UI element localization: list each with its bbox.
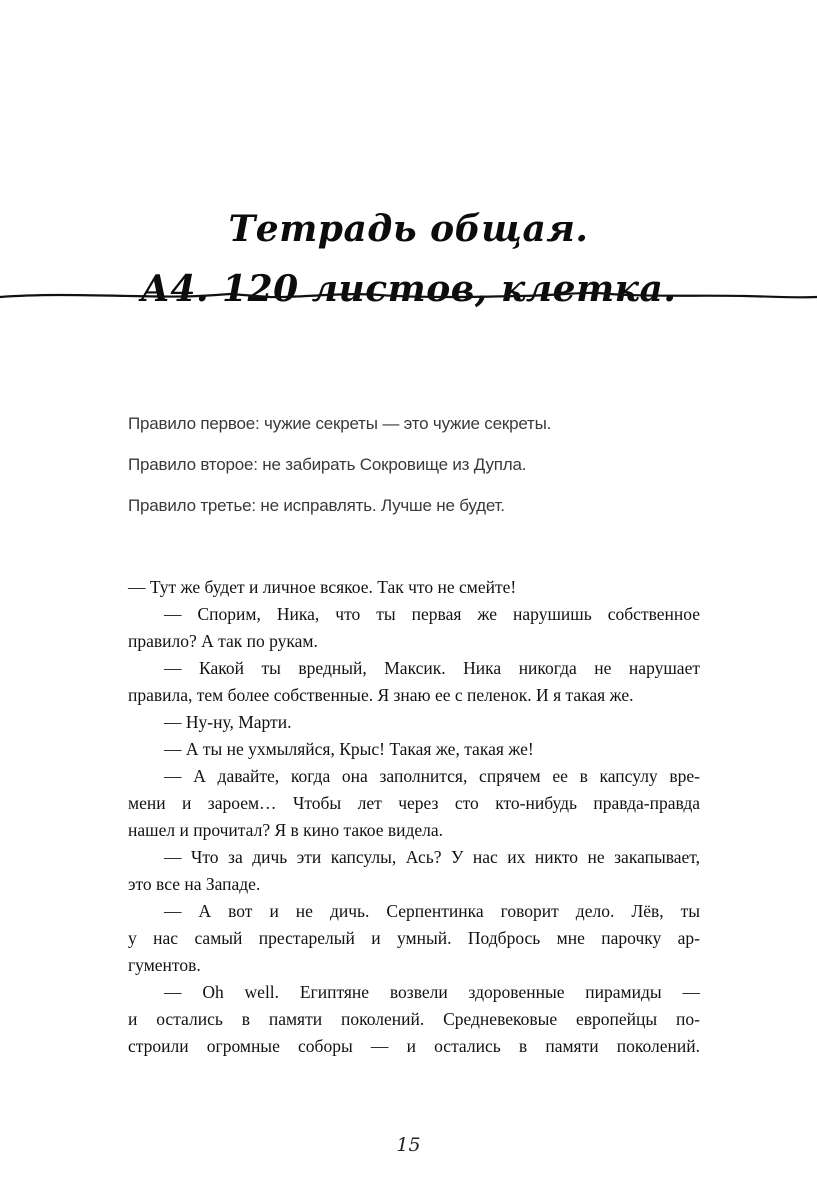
rule-2: Правило второе: не забирать Сокровище из Дупла. [128,455,527,474]
text-line: — Тут же будет и личное всякое. Так что не смейте! [128,577,517,597]
text-line: строили огромные соборы — и остались в памяти поколений. [128,1036,700,1056]
text-line: — А ты не ухмыляйся, Крыс! Такая же, такая же! [164,739,534,759]
dialogue-text [128,574,700,1060]
text-line: у нас самый престарелый и умный. Подбрось мне парочку ар- [128,928,700,948]
handdrawn-underline [0,280,817,310]
text-line: — Спорим, Ника, что ты первая же нарушишь собственное [164,604,700,624]
rule-1: Правило первое: чужие секреты — это чужие секреты. [128,414,552,433]
text-line: — Какой ты вредный, Максик. Ника никогда не нарушает [164,658,700,678]
text-line: — Oh well. Египтяне возвели здоровенные пирамиды — [164,982,700,1002]
text-line: это все на Западе. [128,874,261,894]
text-line: мени и зароем… Чтобы лет через сто кто-нибудь правда-правда [128,793,700,813]
text-line: — Ну-ну, Марти. [164,712,292,732]
text-line: — А вот и не дичь. Серпентинка говорит дело. Лёв, ты [164,901,700,921]
page-number: 15 [396,1134,421,1156]
notebook-title-line-2: А4. 120 листов, клетка. [140,268,677,310]
rule-3: Правило третье: не исправлять. Лучше не будет. [128,496,505,515]
text-line: — Что за дичь эти капсулы, Ась? У нас их никто не закапывает, [164,847,700,867]
text-line: правила, тем более собственные. Я знаю ее с пеленок. И я такая же. [128,685,634,705]
rules-list [128,412,551,535]
text-line: и остались в памяти поколений. Средневековые европейцы по- [128,1009,700,1029]
text-line: гументов. [128,955,201,975]
text-line: — А давайте, когда она заполнится, спрячем ее в капсулу вре- [164,766,700,786]
notebook-title-line-1: Тетрадь общая. [228,208,589,250]
text-line: нашел и прочитал? Я в кино такое видела. [128,820,444,840]
text-line: правило? А так по рукам. [128,631,318,651]
